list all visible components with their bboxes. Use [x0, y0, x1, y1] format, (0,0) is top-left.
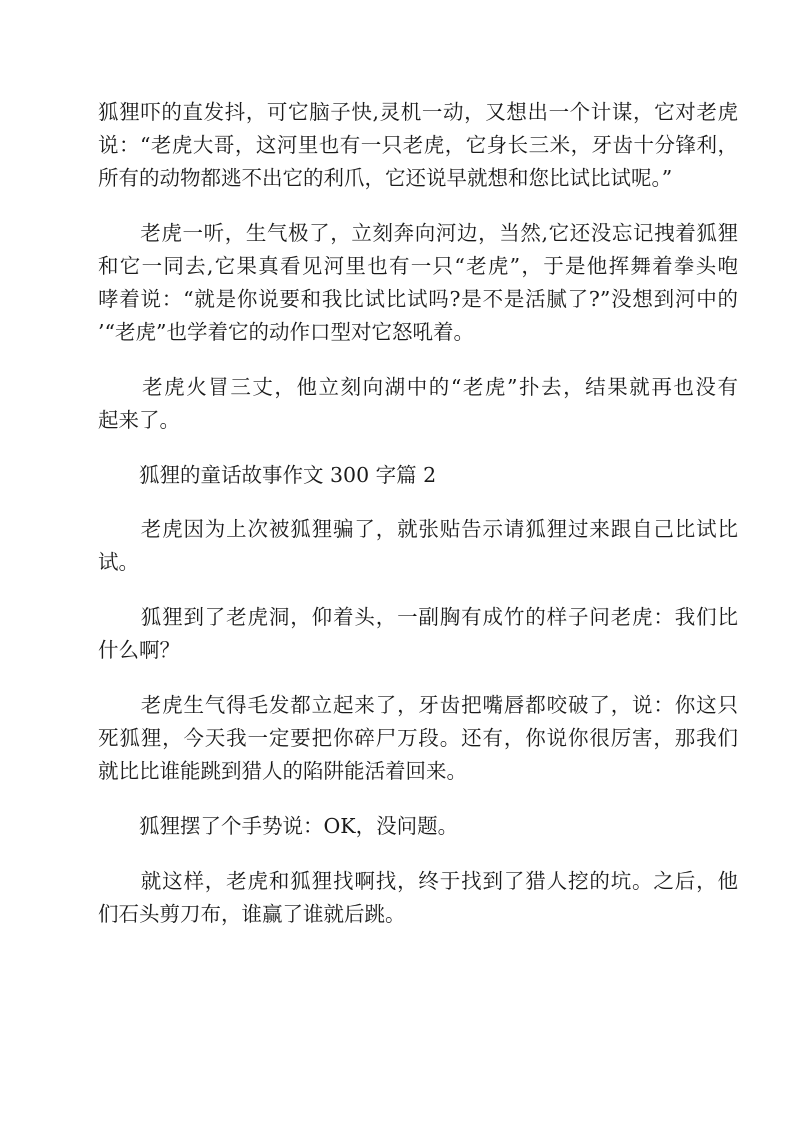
paragraph-fox-trick	[98, 96, 738, 195]
text-line: 哮着说：“就是你说要和我比试比试吗?是不是活腻了?”没想到河中的	[98, 287, 738, 311]
text-line: 就这样，老虎和狐狸找啊找，终于找到了猎人挖的坑。之后，他	[98, 869, 738, 893]
text-line: 狐狸摆了个手势说：OK，没问题。	[98, 814, 459, 838]
text-line: 说：“老虎大哥，这河里也有一只老虎，它身长三米，牙齿十分锋利，	[98, 133, 738, 157]
text-line: 起来了。	[98, 408, 180, 432]
text-line: 老虎因为上次被狐狸骗了，就张贴告示请狐狸过来跟自己比试比	[98, 517, 738, 541]
paragraph-tiger-jump	[98, 371, 738, 437]
paragraph-fox-ok	[98, 810, 738, 843]
text-line: 狐狸到了老虎洞，仰着头，一副胸有成竹的样子问老虎：我们比	[98, 605, 738, 629]
text-line: 老虎一听，生气极了，立刻奔向河边，当然,它还没忘记拽着狐狸	[98, 221, 738, 245]
section-heading	[98, 459, 738, 492]
paragraph-tiger-notice	[98, 513, 738, 579]
text-line: ’“老虎”也学着它的动作口型对它怒吼着。	[98, 320, 474, 344]
heading-line: 狐狸的童话故事作文 300 字篇 2	[98, 463, 437, 487]
paragraph-fox-cave	[98, 601, 738, 667]
paragraph-tiger-river	[98, 217, 738, 349]
document-body	[98, 96, 738, 953]
text-line: 就比比谁能跳到猎人的陷阱能活着回来。	[98, 759, 467, 783]
paragraph-tiger-angry	[98, 689, 738, 788]
text-line: 试。	[98, 550, 139, 574]
text-line: 老虎火冒三丈，他立刻向湖中的“老虎”扑去，结果就再也没有	[98, 375, 738, 399]
text-line: 们石头剪刀布，谁赢了谁就后跳。	[98, 902, 406, 926]
text-line: 老虎生气得毛发都立起来了，牙齿把嘴唇都咬破了，说：你这只	[98, 693, 738, 717]
paragraph-search-pit	[98, 865, 738, 931]
text-line: 什么啊？	[98, 638, 180, 662]
text-line: 和它一同去,它果真看见河里也有一只“老虎”，于是他挥舞着拳头咆	[98, 254, 738, 278]
text-line: 狐狸吓的直发抖，可它脑子快,灵机一动，又想出一个计谋，它对老虎	[98, 100, 738, 124]
text-line: 所有的动物都逃不出它的利爪，它还说早就想和您比试比试呢。”	[98, 166, 673, 190]
text-line: 死狐狸，今天我一定要把你碎尸万段。还有，你说你很厉害，那我们	[98, 726, 738, 750]
